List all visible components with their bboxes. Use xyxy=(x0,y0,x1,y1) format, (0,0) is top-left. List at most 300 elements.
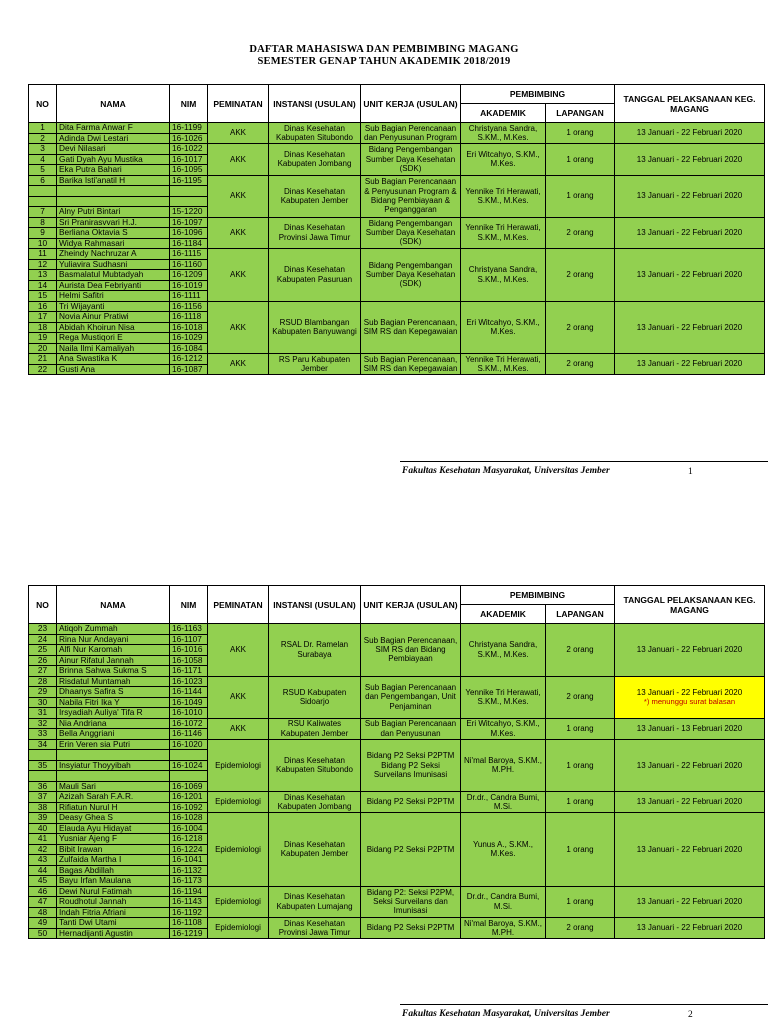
header-nim: NIM xyxy=(170,85,208,123)
cell-tanggal: 13 Januari - 22 Februari 2020 xyxy=(615,175,765,217)
cell-no: 34 xyxy=(29,739,57,750)
cell-nim: 16-1209 xyxy=(170,270,208,281)
cell-nama: Eka Putra Bahari xyxy=(57,165,170,176)
cell-nama: Dewi Nurul Fatimah xyxy=(57,886,170,897)
cell-lapangan: 1 orang xyxy=(546,886,615,918)
cell-nim: 16-1146 xyxy=(170,729,208,740)
cell-tanggal: 13 Januari - 22 Februari 2020 xyxy=(615,739,765,792)
cell-nama: Berliana Oktavia S xyxy=(57,228,170,239)
roster-table-page-1 xyxy=(28,84,765,375)
cell-no: 43 xyxy=(29,855,57,866)
cell-nim: 16-1184 xyxy=(170,238,208,249)
cell-peminatan: AKK xyxy=(208,718,269,739)
cell-unit-kerja: Bidang Pengembangan Sumber Daya Kesehatan (SDK) xyxy=(361,249,461,302)
cell-peminatan: AKK xyxy=(208,354,269,375)
cell-instansi: Dinas Kesehatan Kabupaten Jombang xyxy=(269,792,361,813)
cell-unit-kerja: Sub Bagian Perencanaan dan Penyusunan xyxy=(361,718,461,739)
cell-nim: 16-1171 xyxy=(170,666,208,677)
cell-lapangan: 2 orang xyxy=(546,676,615,718)
cell-unit-kerja: Sub Bagian Perencanaan dan Penyusunan Program xyxy=(361,123,461,144)
tanggal-text: 13 Januari - 22 Februari 2020 xyxy=(636,687,743,697)
cell-no: 11 xyxy=(29,249,57,260)
cell-unit-kerja: Sub Bagian Perencanaan, SIM RS dan Kepegawaian xyxy=(361,301,461,354)
cell-nim xyxy=(170,196,208,207)
cell-unit-kerja: Sub Bagian Perencanaan dan Pengembangan, Unit Penjaminan xyxy=(361,676,461,718)
cell-lapangan: 2 orang xyxy=(546,918,615,939)
cell-nama: Atiqoh Zummah xyxy=(57,624,170,635)
cell-no: 40 xyxy=(29,823,57,834)
cell-tanggal: 13 Januari - 22 Februari 2020 xyxy=(615,354,765,375)
cell-nama: Dita Farma Anwar F xyxy=(57,123,170,134)
cell-peminatan: AKK xyxy=(208,175,269,217)
cell-lapangan: 2 orang xyxy=(546,301,615,354)
cell-no: 9 xyxy=(29,228,57,239)
cell-nim: 16-1195 xyxy=(170,175,208,186)
cell-peminatan: Epidemiologi xyxy=(208,813,269,887)
cell-nama: Mauli Sari xyxy=(57,781,170,792)
cell-nim: 16-1143 xyxy=(170,897,208,908)
cell-akademik: Yennike Tri Herawati, S.KM., M.Kes. xyxy=(461,217,546,249)
cell-no: 4 xyxy=(29,154,57,165)
cell-nim: 16-1192 xyxy=(170,907,208,918)
cell-no: 27 xyxy=(29,666,57,677)
cell-tanggal: 13 Januari - 22 Februari 2020 xyxy=(615,301,765,354)
cell-nim: 16-1224 xyxy=(170,844,208,855)
cell-peminatan: Epidemiologi xyxy=(208,739,269,792)
cell-instansi: Dinas Kesehatan Kabupaten Jombang xyxy=(269,144,361,176)
cell-no: 38 xyxy=(29,802,57,813)
table-row xyxy=(29,249,765,260)
cell-no: 32 xyxy=(29,718,57,729)
cell-no: 30 xyxy=(29,697,57,708)
cell-no: 19 xyxy=(29,333,57,344)
cell-nim: 16-1118 xyxy=(170,312,208,323)
cell-lapangan: 1 orang xyxy=(546,144,615,176)
cell-nama xyxy=(57,186,170,197)
cell-peminatan: AKK xyxy=(208,217,269,249)
table-row xyxy=(29,676,765,687)
cell-peminatan: AKK xyxy=(208,123,269,144)
cell-nama: Tri Wijayanti xyxy=(57,301,170,312)
cell-nim: 16-1201 xyxy=(170,792,208,803)
cell-peminatan: Epidemiologi xyxy=(208,792,269,813)
footer-divider-page-2 xyxy=(400,1004,768,1005)
header-peminatan: PEMINATAN xyxy=(208,85,269,123)
cell-nama: Bayu Irfan Maulana xyxy=(57,876,170,887)
cell-unit-kerja: Sub Bagian Perencanaan, SIM RS dan Bidang Pembiayaan xyxy=(361,624,461,677)
cell-no: 10 xyxy=(29,238,57,249)
cell-lapangan: 1 orang xyxy=(546,739,615,792)
cell-unit-kerja: Bidang Pengembangan Sumber Daya Kesehatan (SDK) xyxy=(361,217,461,249)
cell-nama: Barika Isti'anatil H xyxy=(57,175,170,186)
table-row xyxy=(29,144,765,155)
cell-nim: 16-1087 xyxy=(170,364,208,375)
cell-nama: Alny Putri Bintari xyxy=(57,207,170,218)
cell-no: 18 xyxy=(29,322,57,333)
cell-no: 14 xyxy=(29,280,57,291)
cell-akademik: Yunus A., S.KM., M.Kes. xyxy=(461,813,546,887)
cell-no: 5 xyxy=(29,165,57,176)
cell-tanggal xyxy=(615,676,765,718)
cell-nim: 16-1069 xyxy=(170,781,208,792)
cell-nim: 16-1041 xyxy=(170,855,208,866)
cell-nama: Bibit Irawan xyxy=(57,844,170,855)
header-tanggal: TANGGAL PELAKSANAAN KEG. MAGANG xyxy=(615,586,765,624)
table-row xyxy=(29,739,765,750)
cell-nim: 16-1212 xyxy=(170,354,208,365)
cell-nama: Alfi Nur Karomah xyxy=(57,645,170,656)
cell-instansi: Dinas Kesehatan Kabupaten Situbondo xyxy=(269,739,361,792)
cell-nama: Rifiatun Nurul H xyxy=(57,802,170,813)
cell-nama: Adinda Dwi Lestari xyxy=(57,133,170,144)
cell-nama: Naila Ilmi Kamaliyah xyxy=(57,343,170,354)
header-instansi: INSTANSI (USULAN) xyxy=(269,85,361,123)
cell-nama: Deasy Ghea S xyxy=(57,813,170,824)
cell-tanggal: 13 Januari - 22 Februari 2020 xyxy=(615,813,765,887)
cell-nim: 16-1194 xyxy=(170,886,208,897)
cell-no: 39 xyxy=(29,813,57,824)
cell-nim: 16-1022 xyxy=(170,144,208,155)
cell-nama: Ana Swastika K xyxy=(57,354,170,365)
page-number-1: 1 xyxy=(688,467,693,477)
cell-instansi: Dinas Kesehatan Provinsi Jawa Timur xyxy=(269,918,361,939)
cell-no: 1 xyxy=(29,123,57,134)
cell-nim: 16-1058 xyxy=(170,655,208,666)
cell-nama: Devi Nilasari xyxy=(57,144,170,155)
cell-nim: 16-1019 xyxy=(170,280,208,291)
cell-instansi: RS Paru Kabupaten Jember xyxy=(269,354,361,375)
cell-nama: Irsyadiah Auliya' Tifa R xyxy=(57,708,170,719)
cell-akademik: Christyana Sandra, S.KM., M.Kes. xyxy=(461,249,546,302)
cell-nama: Rina Nur Andayani xyxy=(57,634,170,645)
cell-nama: Hernadijanti Agustin xyxy=(57,928,170,939)
cell-no: 15 xyxy=(29,291,57,302)
cell-nama: Zheindy Nachruzar A xyxy=(57,249,170,260)
cell-no xyxy=(29,771,57,782)
cell-unit-kerja: Bidang P2 Seksi P2PTM Bidang P2 Seksi Surveilans Imunisasi xyxy=(361,739,461,792)
cell-no: 46 xyxy=(29,886,57,897)
header-nim: NIM xyxy=(170,586,208,624)
cell-nim: 16-1218 xyxy=(170,834,208,845)
cell-nama: Sri Pranirasvvari H.J. xyxy=(57,217,170,228)
cell-nim: 16-1016 xyxy=(170,645,208,656)
cell-nama: Bella Anggriani xyxy=(57,729,170,740)
cell-tanggal: 13 Januari - 22 Februari 2020 xyxy=(615,886,765,918)
cell-no: 49 xyxy=(29,918,57,929)
header-peminatan: PEMINATAN xyxy=(208,586,269,624)
cell-nama: Widya Rahmasari xyxy=(57,238,170,249)
cell-nama xyxy=(57,196,170,207)
cell-no xyxy=(29,750,57,761)
cell-nama: Yusniar Ajeng F xyxy=(57,834,170,845)
cell-nama: Tanti Dwi Utami xyxy=(57,918,170,929)
cell-nama: Aurista Dea Febriyanti xyxy=(57,280,170,291)
cell-lapangan: 1 orang xyxy=(546,792,615,813)
cell-nama: Nia Andriana xyxy=(57,718,170,729)
cell-lapangan: 2 orang xyxy=(546,354,615,375)
cell-no: 16 xyxy=(29,301,57,312)
cell-nim: 16-1097 xyxy=(170,217,208,228)
cell-instansi: Dinas Kesehatan Kabupaten Pasuruan xyxy=(269,249,361,302)
cell-nama: Roudhotul Jannah xyxy=(57,897,170,908)
cell-nama: Dhaanys Safira S xyxy=(57,687,170,698)
header-nama: NAMA xyxy=(57,586,170,624)
cell-nim: 16-1023 xyxy=(170,676,208,687)
cell-nama: Azizah Sarah F.A.R. xyxy=(57,792,170,803)
cell-unit-kerja: Bidang P2 Seksi P2PTM xyxy=(361,792,461,813)
cell-no: 21 xyxy=(29,354,57,365)
cell-no: 6 xyxy=(29,175,57,186)
cell-akademik: Christyana Sandra, S.KM., M.Kes. xyxy=(461,624,546,677)
cell-tanggal: 13 Januari - 22 Februari 2020 xyxy=(615,123,765,144)
cell-no: 44 xyxy=(29,865,57,876)
header-instansi: INSTANSI (USULAN) xyxy=(269,586,361,624)
cell-nama xyxy=(57,750,170,761)
table-row xyxy=(29,813,765,824)
cell-akademik: Dr.dr., Candra Bumi, M.Si. xyxy=(461,886,546,918)
footer-text-page-2: Fakultas Kesehatan Masyarakat, Universitas Jember xyxy=(402,1009,610,1019)
cell-nama: Elauda Ayu Hidayat xyxy=(57,823,170,834)
cell-nim: 16-1111 xyxy=(170,291,208,302)
cell-unit-kerja: Sub Bagian Perencanaan, SIM RS dan Kepegawaian xyxy=(361,354,461,375)
header-akademik: AKADEMIK xyxy=(461,605,546,624)
cell-peminatan: Epidemiologi xyxy=(208,886,269,918)
cell-lapangan: 1 orang xyxy=(546,813,615,887)
table-row xyxy=(29,792,765,803)
cell-nim: 16-1219 xyxy=(170,928,208,939)
cell-tanggal: 13 Januari - 22 Februari 2020 xyxy=(615,624,765,677)
cell-akademik: Ni'mal Baroya, S.KM., M.PH. xyxy=(461,739,546,792)
cell-no: 36 xyxy=(29,781,57,792)
table-row xyxy=(29,123,765,134)
cell-no: 37 xyxy=(29,792,57,803)
header-lapangan: LAPANGAN xyxy=(546,605,615,624)
cell-nim: 16-1072 xyxy=(170,718,208,729)
cell-instansi: Dinas Kesehatan Kabupaten Jember xyxy=(269,175,361,217)
cell-nim: 16-1095 xyxy=(170,165,208,176)
cell-nim: 16-1115 xyxy=(170,249,208,260)
cell-tanggal: 13 Januari - 22 Februari 2020 xyxy=(615,918,765,939)
cell-no: 3 xyxy=(29,144,57,155)
cell-nim: 16-1156 xyxy=(170,301,208,312)
header-akademik: AKADEMIK xyxy=(461,104,546,123)
title-line-1: DAFTAR MAHASISWA DAN PEMBIMBING MAGANG xyxy=(249,44,519,55)
cell-unit-kerja: Sub Bagian Perencanaan & Penyusunan Program & Bidang Pembiayaan & Penganggaran xyxy=(361,175,461,217)
cell-no: 22 xyxy=(29,364,57,375)
cell-lapangan: 2 orang xyxy=(546,217,615,249)
cell-no: 50 xyxy=(29,928,57,939)
cell-nama: Brinna Sahwa Sukma S xyxy=(57,666,170,677)
page-number-2: 2 xyxy=(688,1010,693,1020)
cell-akademik: Eri Witcahyo, S.KM., M.Kes. xyxy=(461,718,546,739)
cell-nim: 16-1084 xyxy=(170,343,208,354)
cell-nim xyxy=(170,771,208,782)
table-row xyxy=(29,624,765,635)
cell-nama: Nabila Fitri Ika Y xyxy=(57,697,170,708)
cell-instansi: Dinas Kesehatan Kabupaten Jember xyxy=(269,813,361,887)
cell-instansi: RSU Kaliwates Kabupaten Jember xyxy=(269,718,361,739)
header-unit-kerja: UNIT KERJA (USULAN) xyxy=(361,85,461,123)
header-no: NO xyxy=(29,586,57,624)
cell-tanggal: 13 Januari - 22 Februari 2020 xyxy=(615,249,765,302)
cell-unit-kerja: Bidang P2: Seksi P2PM, Seksi Surveilans dan Imunisasi xyxy=(361,886,461,918)
footer-divider-page-1 xyxy=(400,461,768,462)
cell-peminatan: AKK xyxy=(208,676,269,718)
cell-no: 13 xyxy=(29,270,57,281)
cell-nim: 16-1107 xyxy=(170,634,208,645)
cell-nama: Abidah Khoirun Nisa xyxy=(57,322,170,333)
cell-peminatan: Epidemiologi xyxy=(208,918,269,939)
cell-no xyxy=(29,196,57,207)
cell-peminatan: AKK xyxy=(208,144,269,176)
title-line-2: SEMESTER GENAP TAHUN AKADEMIK 2018/2019 xyxy=(257,56,511,67)
cell-akademik: Ni'mal Baroya, S.KM., M.PH. xyxy=(461,918,546,939)
table-row xyxy=(29,718,765,729)
cell-nim: 16-1144 xyxy=(170,687,208,698)
cell-unit-kerja: Bidang Pengembangan Sumber Daya Kesehatan (SDK) xyxy=(361,144,461,176)
cell-lapangan: 1 orang xyxy=(546,175,615,217)
cell-no: 41 xyxy=(29,834,57,845)
cell-nim xyxy=(170,750,208,761)
cell-nim: 16-1108 xyxy=(170,918,208,929)
document-title xyxy=(0,44,768,68)
cell-nama: Gati Dyah Ayu Mustika xyxy=(57,154,170,165)
cell-no: 2 xyxy=(29,133,57,144)
cell-nama: Ainur Rifatul Jannah xyxy=(57,655,170,666)
cell-instansi: RSAL Dr. Ramelan Surabaya xyxy=(269,624,361,677)
cell-peminatan: AKK xyxy=(208,624,269,677)
cell-no: 47 xyxy=(29,897,57,908)
cell-no: 12 xyxy=(29,259,57,270)
cell-no: 20 xyxy=(29,343,57,354)
cell-nim: 16-1020 xyxy=(170,739,208,750)
cell-nim: 16-1160 xyxy=(170,259,208,270)
cell-unit-kerja: Bidang P2 Seksi P2PTM xyxy=(361,918,461,939)
cell-no: 42 xyxy=(29,844,57,855)
cell-nim: 16-1173 xyxy=(170,876,208,887)
cell-tanggal: 13 Januari - 22 Februari 2020 xyxy=(615,792,765,813)
cell-nim: 16-1024 xyxy=(170,760,208,771)
cell-nim: 16-1096 xyxy=(170,228,208,239)
cell-no: 48 xyxy=(29,907,57,918)
cell-nim: 16-1132 xyxy=(170,865,208,876)
cell-nama: Erin Veren sia Putri xyxy=(57,739,170,750)
cell-no: 31 xyxy=(29,708,57,719)
cell-no: 23 xyxy=(29,624,57,635)
header-pembimbing: PEMBIMBING xyxy=(461,586,615,605)
cell-no: 17 xyxy=(29,312,57,323)
cell-akademik: Eri Witcahyo, S.KM., M.Kes. xyxy=(461,301,546,354)
cell-akademik: Yennike Tri Herawati, S.KM., M.Kes. xyxy=(461,676,546,718)
cell-instansi: Dinas Kesehatan Kabupaten Lumajang xyxy=(269,886,361,918)
cell-nim: 16-1026 xyxy=(170,133,208,144)
cell-instansi: RSUD Blambangan Kabupaten Banyuwangi xyxy=(269,301,361,354)
cell-no: 28 xyxy=(29,676,57,687)
table-row xyxy=(29,354,765,365)
cell-instansi: Dinas Kesehatan Kabupaten Situbondo xyxy=(269,123,361,144)
cell-nim: 16-1028 xyxy=(170,813,208,824)
cell-no: 35 xyxy=(29,760,57,771)
cell-nama: Zulfaida Martha I xyxy=(57,855,170,866)
cell-akademik: Yennike Tri Herawati, S.KM., M.Kes. xyxy=(461,175,546,217)
cell-nama: Gusti Ana xyxy=(57,364,170,375)
cell-akademik: Dr.dr., Candra Bumi, M.Si. xyxy=(461,792,546,813)
footer-text-page-1: Fakultas Kesehatan Masyarakat, Universitas Jember xyxy=(402,466,610,476)
pending-letter-note: *) menunggu surat balasan xyxy=(643,697,736,706)
cell-tanggal: 13 Januari - 22 Februari 2020 xyxy=(615,144,765,176)
cell-nim: 16-1092 xyxy=(170,802,208,813)
cell-nama: Indah Fitria Afriani xyxy=(57,907,170,918)
cell-no: 33 xyxy=(29,729,57,740)
table-row xyxy=(29,886,765,897)
cell-nim: 16-1017 xyxy=(170,154,208,165)
cell-lapangan: 1 orang xyxy=(546,718,615,739)
table-row xyxy=(29,217,765,228)
table-row xyxy=(29,175,765,186)
cell-akademik: Eri Witcahyo, S.KM., M.Kes. xyxy=(461,144,546,176)
cell-tanggal: 13 Januari - 22 Februari 2020 xyxy=(615,217,765,249)
cell-peminatan: AKK xyxy=(208,301,269,354)
cell-akademik: Yennike Tri Herawati, S.KM., M.Kes. xyxy=(461,354,546,375)
header-no: NO xyxy=(29,85,57,123)
header-unit-kerja: UNIT KERJA (USULAN) xyxy=(361,586,461,624)
header-nama: NAMA xyxy=(57,85,170,123)
cell-nim: 15-1220 xyxy=(170,207,208,218)
cell-no: 29 xyxy=(29,687,57,698)
cell-nama: Rega Mustiqori E xyxy=(57,333,170,344)
cell-lapangan: 2 orang xyxy=(546,624,615,677)
cell-instansi: RSUD Kabupaten Sidoarjo xyxy=(269,676,361,718)
table-row xyxy=(29,301,765,312)
cell-akademik: Christyana Sandra, S.KM., M.Kes. xyxy=(461,123,546,144)
table-row xyxy=(29,918,765,929)
roster-table-page-2 xyxy=(28,585,765,939)
cell-nama xyxy=(57,771,170,782)
cell-nim: 16-1029 xyxy=(170,333,208,344)
cell-no xyxy=(29,186,57,197)
cell-lapangan: 1 orang xyxy=(546,123,615,144)
cell-nim: 16-1010 xyxy=(170,708,208,719)
cell-nama: Novia Ainur Pratiwi xyxy=(57,312,170,323)
cell-no: 8 xyxy=(29,217,57,228)
cell-nim xyxy=(170,186,208,197)
cell-instansi: Dinas Kesehatan Provinsi Jawa Timur xyxy=(269,217,361,249)
cell-nim: 16-1004 xyxy=(170,823,208,834)
cell-nama: Basmalatul Mubtadyah xyxy=(57,270,170,281)
cell-no: 24 xyxy=(29,634,57,645)
header-tanggal: TANGGAL PELAKSANAAN KEG. MAGANG xyxy=(615,85,765,123)
cell-unit-kerja: Bidang P2 Seksi P2PTM xyxy=(361,813,461,887)
cell-no: 25 xyxy=(29,645,57,656)
cell-nim: 16-1049 xyxy=(170,697,208,708)
cell-nama: Bagas Abdillah xyxy=(57,865,170,876)
cell-lapangan: 2 orang xyxy=(546,249,615,302)
cell-tanggal: 13 Januari - 13 Februari 2020 xyxy=(615,718,765,739)
cell-nama: Risdatul Muntamah xyxy=(57,676,170,687)
cell-nama: Yuliavira Sudhasni xyxy=(57,259,170,270)
cell-nim: 16-1018 xyxy=(170,322,208,333)
header-pembimbing: PEMBIMBING xyxy=(461,85,615,104)
cell-nama: Helmi Safitri xyxy=(57,291,170,302)
cell-nim: 16-1163 xyxy=(170,624,208,635)
cell-peminatan: AKK xyxy=(208,249,269,302)
header-lapangan: LAPANGAN xyxy=(546,104,615,123)
cell-no: 45 xyxy=(29,876,57,887)
cell-nim: 16-1199 xyxy=(170,123,208,134)
cell-nama: Insyiatur Thoyyibah xyxy=(57,760,170,771)
cell-no: 7 xyxy=(29,207,57,218)
cell-no: 26 xyxy=(29,655,57,666)
